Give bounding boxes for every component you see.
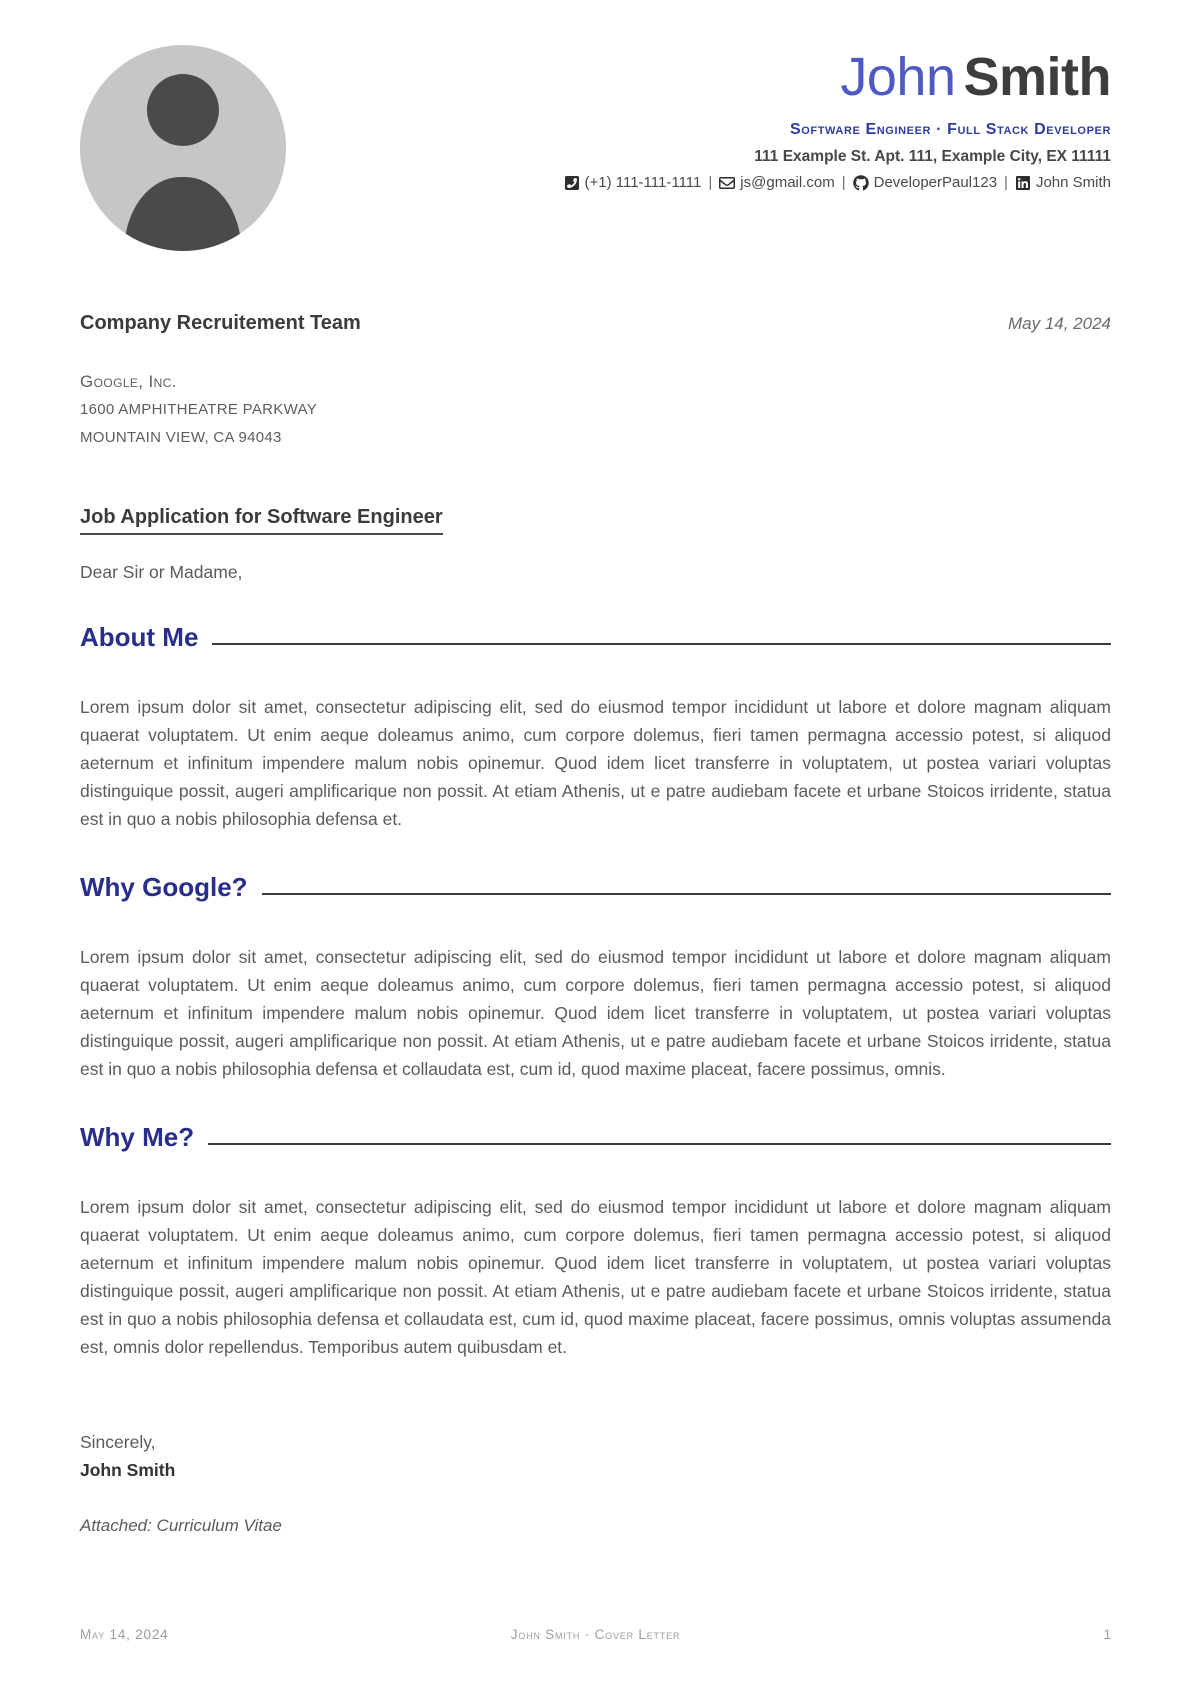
- section-rule: [212, 643, 1111, 645]
- envelope-icon: [719, 175, 735, 191]
- recipient-name: Company Recruitement Team: [80, 312, 361, 334]
- signature: John Smith: [80, 1459, 176, 1480]
- subject-row: [80, 505, 1111, 535]
- phone-square-icon: [564, 175, 580, 191]
- github-icon: [853, 175, 869, 191]
- salutation: Dear Sir or Madame,: [80, 562, 243, 582]
- email-address[interactable]: js@gmail.com: [740, 174, 835, 191]
- first-name: John: [840, 47, 956, 107]
- closing-block: [80, 1429, 1111, 1484]
- linkedin-icon: [1015, 175, 1031, 191]
- company-name: Google, Inc.: [80, 372, 177, 391]
- company-address-line: MOUNTAIN VIEW, CA 94043: [80, 429, 282, 446]
- section-heading: [80, 622, 1111, 652]
- separator: |: [1004, 174, 1008, 191]
- github-username[interactable]: DeveloperPaul123: [873, 174, 998, 191]
- section-title: Why Me?: [80, 1122, 195, 1152]
- person-silhouette-icon: [147, 74, 219, 146]
- attachment-note: Attached: Curriculum Vitae: [80, 1516, 282, 1535]
- email-item: [719, 173, 834, 193]
- recipient-row: [80, 311, 1111, 335]
- section-paragraph: Lorem ipsum dolor sit amet, consectetur adipiscing elit, sed do eiusmod tempor incididunt ut labore et dolore magnam aliquam quaerat voluptatem. Ut enim aeque doleamus animo, cum corpore dolemus, fieri tamen permagna accessio potest, si aliquod aeternum et infinitum impendere malum nobis opinemur. Quod idem licet transferre in voluptatem, ut postea variari voluptas distinguique possit, augeri amplificarique non possit. At etiam Athenis, ut e patre audiebam facete et urbane Stoicos irridente, statua est in quo a nobis philosophia defensa et collaudata est, cum id, quod maxime placeat, facere possimus, omnis.: [80, 947, 1111, 1079]
- sender-address: 111 Example St. Apt. 111, Example City, EX 11111: [754, 148, 1111, 165]
- person-silhouette-torso: [124, 177, 241, 251]
- linkedin-item: [1015, 173, 1111, 193]
- section-title: About Me: [80, 622, 199, 652]
- github-item: [853, 173, 997, 193]
- header: [0, 0, 1191, 193]
- letter-date: May 14, 2024: [1007, 314, 1111, 333]
- section-paragraph: Lorem ipsum dolor sit amet, consectetur adipiscing elit, sed do eiusmod tempor incididunt ut labore et dolore magnam aliquam quaerat voluptatem. Ut enim aeque doleamus animo, cum corpore dolemus, fieri tamen permagna accessio potest, si aliquod aeternum et infinitum impendere malum nobis opinemur. Quod idem licet transferre in voluptatem, ut postea variari voluptas distinguique possit, augeri amplificarique non possit. At etiam Athenis, ut e patre audiebam facete et urbane Stoicos irridente, statua est in quo a nobis philosophia defensa et.: [80, 697, 1111, 829]
- phone-number[interactable]: (+1) 111-111-1111: [584, 174, 702, 191]
- section-heading: [80, 1122, 1111, 1152]
- avatar: [80, 45, 286, 251]
- recipient-address-block: [80, 368, 1111, 452]
- tagline: Software Engineer · Full Stack Developer: [789, 121, 1111, 138]
- footer-title: John Smith · Cover Letter: [510, 1627, 681, 1642]
- phone-item: [564, 173, 702, 193]
- section-why-me: [80, 1122, 1111, 1361]
- page-number: 1: [1103, 1627, 1111, 1642]
- section-rule: [262, 893, 1111, 895]
- linkedin-name[interactable]: John Smith: [1035, 174, 1111, 191]
- section-title: Why Google?: [80, 872, 248, 902]
- closing: Sincerely,: [80, 1432, 156, 1452]
- section-about-me: [80, 622, 1111, 833]
- separator: |: [708, 174, 713, 191]
- section-why-google: [80, 872, 1111, 1083]
- last-name: Smith: [963, 47, 1111, 107]
- company-address-line: 1600 AMPHITHEATRE PARKWAY: [80, 401, 318, 418]
- subject-line: Job Application for Software Engineer: [80, 505, 443, 535]
- letter-body: [0, 311, 1191, 1536]
- section-paragraph: Lorem ipsum dolor sit amet, consectetur adipiscing elit, sed do eiusmod tempor incididunt ut labore et dolore magnam aliquam quaerat voluptatem. Ut enim aeque doleamus animo, cum corpore dolemus, fieri tamen permagna accessio potest, si aliquod aeternum et infinitum impendere malum nobis opinemur. Quod idem licet transferre in voluptatem, ut postea variari voluptas distinguique possit, augeri amplificarique non possit. At etiam Athenis, ut e patre audiebam facete et urbane Stoicos irridente, statua est in quo a nobis philosophia defensa et collaudata est, cum id, quod maxime placeat, facere possimus, omnis voluptas assumenda est, omnis dolor repellendus. Temporibus autem quibusdam et.: [80, 1197, 1111, 1357]
- page-footer: [80, 1627, 1111, 1647]
- section-rule: [208, 1143, 1111, 1145]
- separator: |: [841, 174, 846, 191]
- section-heading: [80, 872, 1111, 902]
- footer-date: May 14, 2024: [80, 1627, 169, 1642]
